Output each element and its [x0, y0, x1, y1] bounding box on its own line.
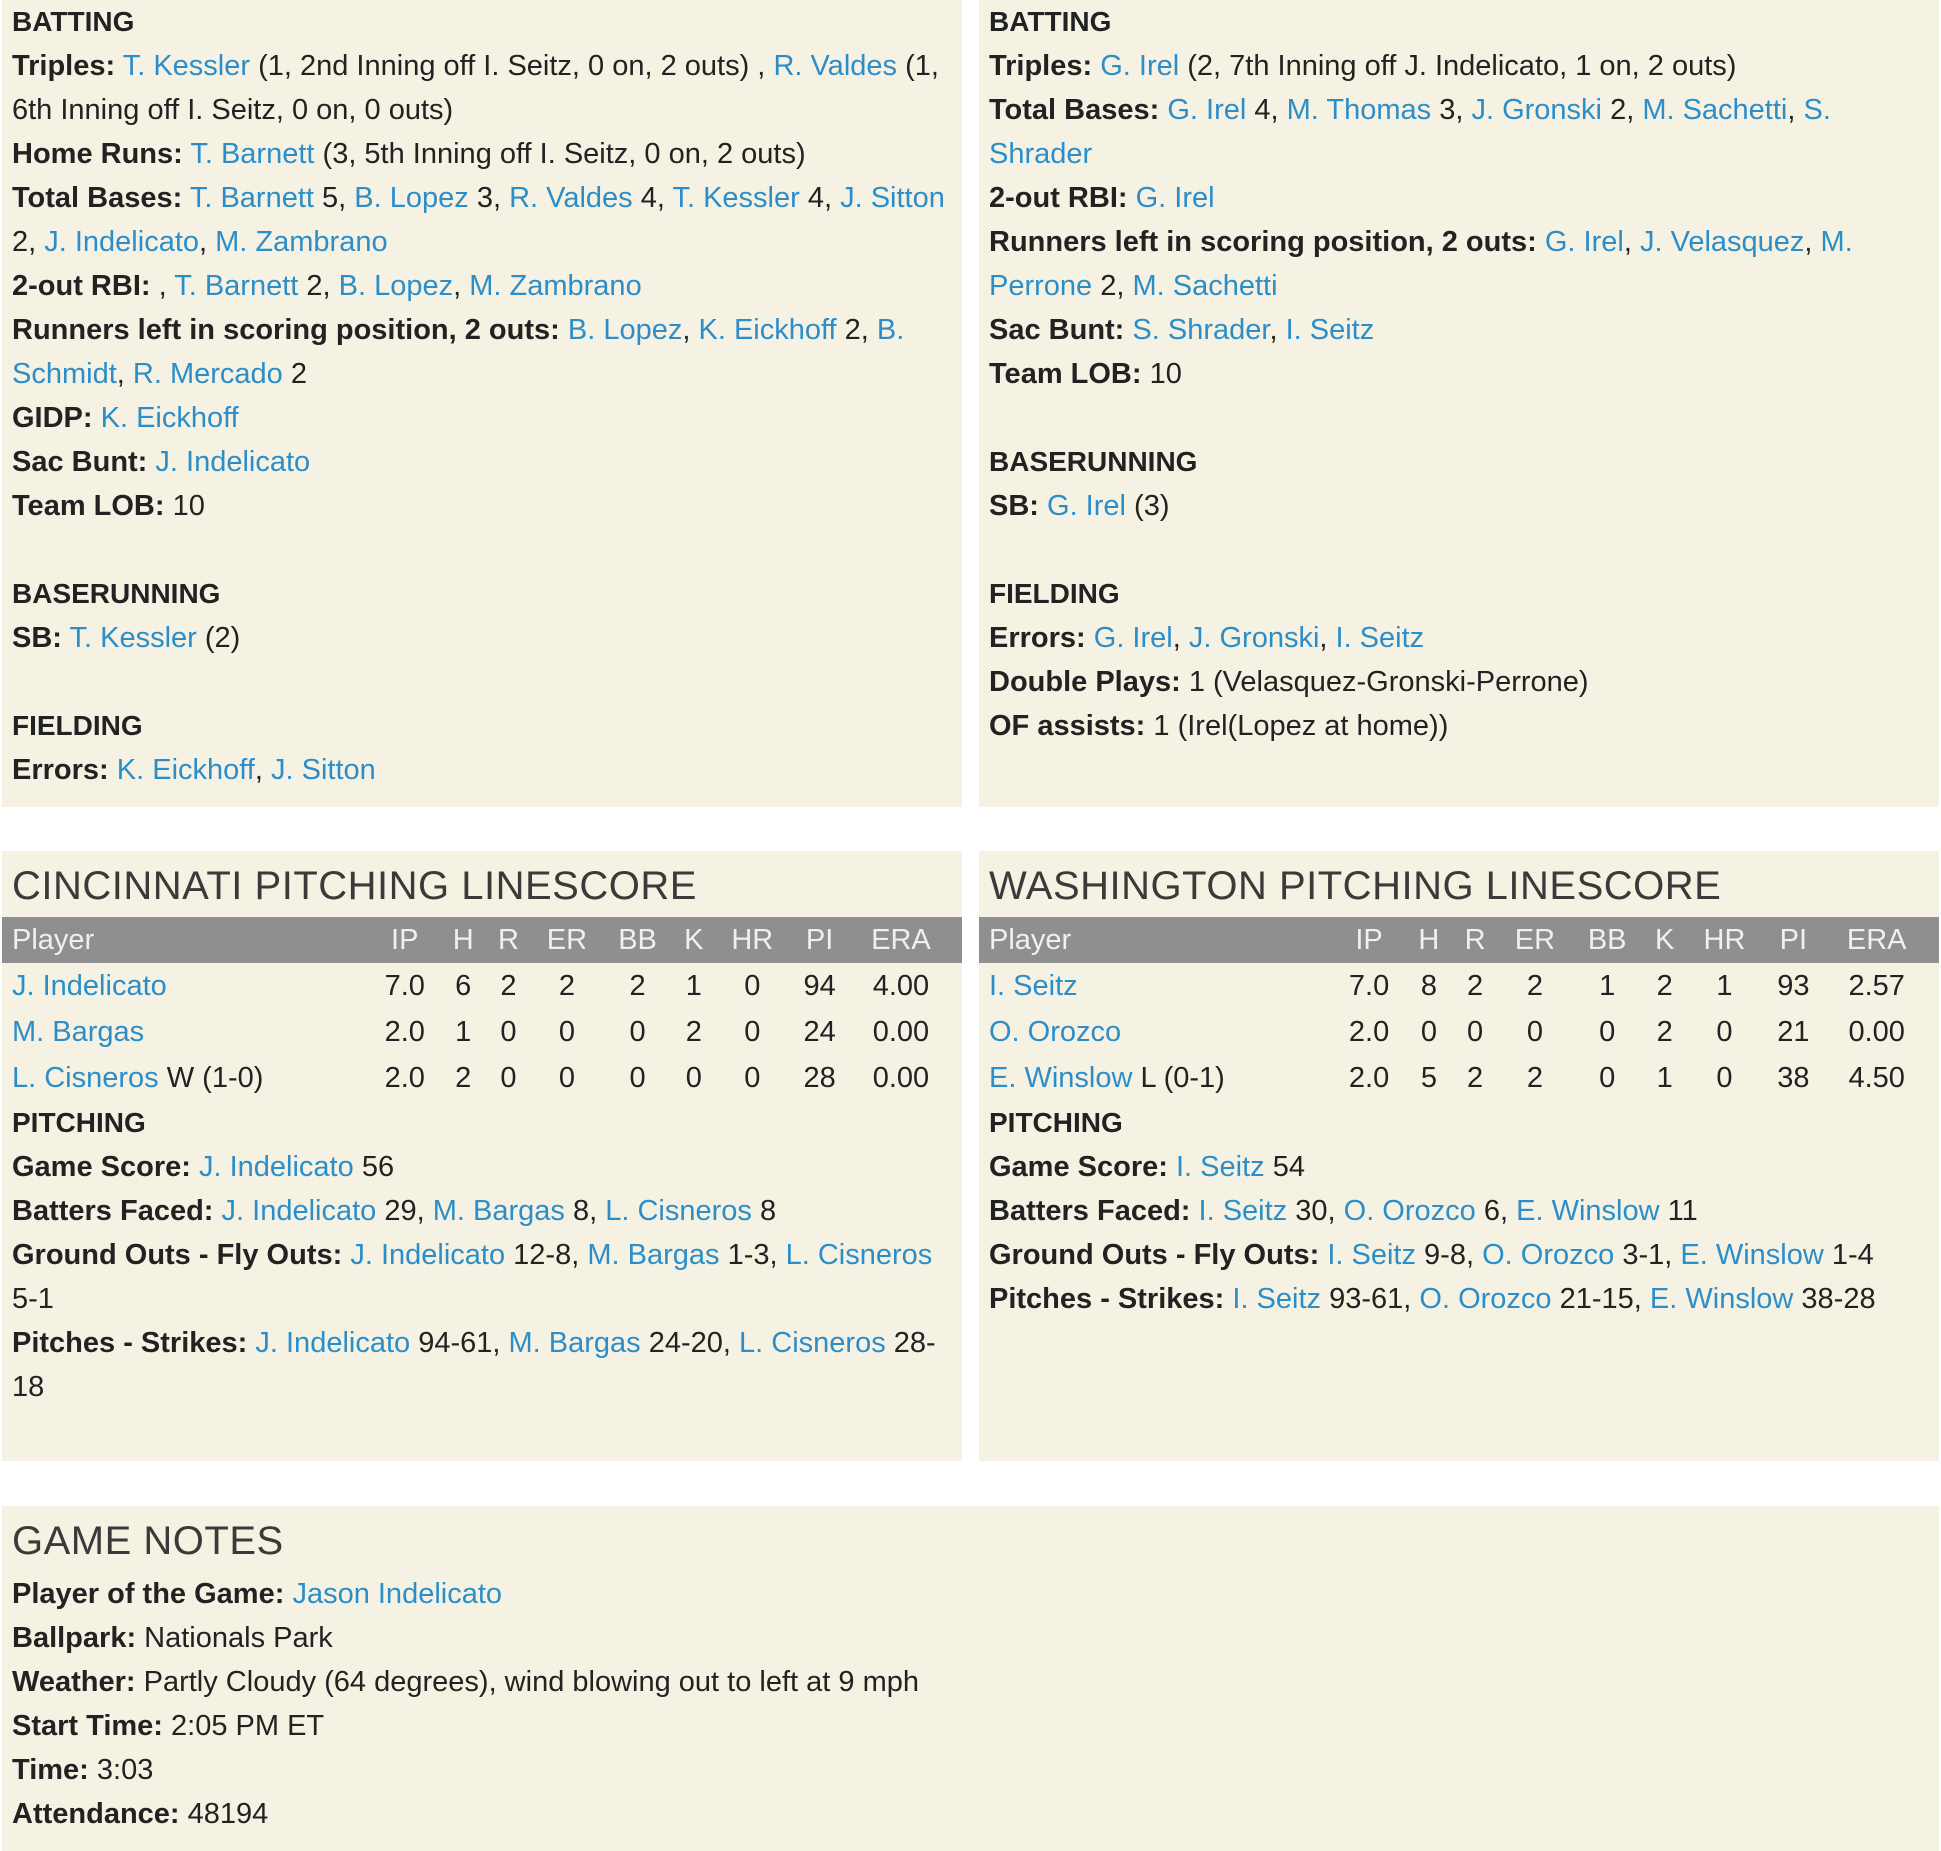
table-row: I. Seitz 7.0 8 2 2 1 2 1 93 2.57 — [989, 969, 1905, 1002]
two-out-rbi-line: 2-out RBI: , T. Barnett 2, B. Lopez, M. Zambrano — [12, 270, 642, 302]
player-link[interactable]: L. Cisneros — [12, 1061, 159, 1094]
section-title: WASHINGTON PITCHING LINESCORE — [989, 864, 1722, 908]
player-link[interactable]: M. Bargas — [12, 1015, 145, 1048]
column-header[interactable]: PI — [1762, 917, 1824, 963]
stolen-bases-line: SB: T. Kessler (2) — [12, 622, 241, 654]
player-link[interactable]: S. Shrader — [1132, 314, 1270, 346]
risp-line: Runners left in scoring position, 2 outs: G. Irel, J. Velasquez, M. Perrone 2, M. Sachetti — [989, 226, 1853, 302]
pitching-heading: PITCHING — [12, 1107, 146, 1138]
column-header[interactable]: Player — [2, 917, 369, 963]
fielding-heading: FIELDING — [989, 578, 1120, 609]
team-lob-line: Team LOB: 10 — [12, 490, 205, 522]
player-link[interactable]: E. Winslow — [1649, 1283, 1794, 1315]
washington-pitching-panel — [979, 851, 1939, 1461]
column-header[interactable]: PI — [789, 917, 850, 963]
table-header-row — [2, 917, 962, 963]
player-link[interactable]: G. Irel — [1167, 94, 1247, 126]
player-link[interactable]: M. Bargas — [587, 1239, 720, 1271]
batting-heading: BATTING — [989, 6, 1112, 37]
player-link[interactable]: M. Zambrano — [469, 270, 642, 302]
player-link[interactable]: T. Kessler — [69, 622, 197, 654]
pitches-strikes-line: Pitches - Strikes: J. Indelicato 94-61, M. Bargas 24-20, L. Cisneros 28-18 — [12, 1327, 936, 1403]
ground-fly-outs-line: Ground Outs - Fly Outs: I. Seitz 9-8, O. Orozco 3-1, E. Winslow 1-4 — [989, 1239, 1874, 1271]
player-link[interactable]: G. Irel — [1544, 226, 1624, 258]
of-assists-line: OF assists: 1 (Irel(Lopez at home)) — [989, 710, 1449, 742]
player-link[interactable]: M. Sachetti — [1642, 94, 1788, 126]
player-link[interactable]: M. Thomas — [1286, 94, 1432, 126]
player-link[interactable]: R. Valdes — [773, 50, 898, 82]
pitching-table — [979, 917, 1939, 1101]
fielding-heading: FIELDING — [12, 710, 143, 741]
column-header[interactable]: H — [441, 917, 486, 963]
table-row: L. Cisneros W (1-0) 2.0 2 0 0 0 0 0 28 0.00 — [12, 1061, 930, 1094]
game-score-line: Game Score: I. Seitz 54 — [989, 1151, 1305, 1183]
baserunning-heading: BASERUNNING — [989, 446, 1198, 477]
player-link[interactable]: J. Indelicato — [221, 1195, 377, 1227]
player-link[interactable]: B. Lopez — [338, 270, 454, 302]
player-link[interactable]: I. Seitz — [1232, 1283, 1322, 1315]
player-link[interactable]: J. Gronski — [1188, 622, 1320, 654]
player-link[interactable]: J. Indelicato — [198, 1151, 354, 1183]
pitches-strikes-line: Pitches - Strikes: I. Seitz 93-61, O. Orozco 21-15, E. Winslow 38-28 — [989, 1283, 1876, 1315]
player-link[interactable]: M. Sachetti — [1132, 270, 1278, 302]
player-link[interactable]: I. Seitz — [1198, 1195, 1288, 1227]
player-link[interactable]: Jason Indelicato — [292, 1578, 503, 1610]
gidp-line: GIDP: K. Eickhoff — [12, 402, 239, 434]
column-header[interactable]: Player — [979, 917, 1332, 963]
column-header[interactable]: K — [672, 917, 715, 963]
column-header[interactable]: IP — [1332, 917, 1405, 963]
player-link[interactable]: T. Kessler — [122, 50, 251, 82]
triples-line: Triples: T. Kessler (1, 2nd Inning off I. Seitz, 0 on, 2 outs) , R. Valdes (1, 6th Inning off I. Seitz, 0 on, 0 outs) — [12, 50, 939, 126]
player-link[interactable]: O. Orozco — [1343, 1195, 1476, 1227]
player-link[interactable]: M. Perrone — [989, 226, 1853, 302]
stolen-bases-line: SB: G. Irel (3) — [989, 490, 1170, 522]
section-title: GAME NOTES — [12, 1519, 284, 1563]
player-of-game-line: Player of the Game: Jason Indelicato — [12, 1578, 503, 1610]
column-header[interactable]: ERA — [850, 917, 962, 963]
batters-faced-line: Batters Faced: J. Indelicato 29, M. Bargas 8, L. Cisneros 8 — [12, 1195, 777, 1227]
column-header[interactable]: R — [486, 917, 531, 963]
player-link[interactable]: B. Lopez — [567, 314, 683, 346]
pitching-heading: PITCHING — [989, 1107, 1123, 1138]
washington-box-panel — [979, 0, 1939, 807]
two-out-rbi-line: 2-out RBI: G. Irel — [989, 182, 1215, 214]
batting-heading: BATTING — [12, 6, 135, 37]
column-header[interactable]: HR — [715, 917, 789, 963]
column-header[interactable]: ERA — [1824, 917, 1939, 963]
player-link[interactable]: J. Indelicato — [255, 1327, 411, 1359]
player-link[interactable]: G. Irel — [1135, 182, 1215, 214]
game-score-line: Game Score: J. Indelicato 56 — [12, 1151, 395, 1183]
player-link[interactable]: B. Lopez — [354, 182, 469, 214]
player-link[interactable]: E. Winslow — [1680, 1239, 1824, 1271]
table-row: J. Indelicato 7.0 6 2 2 2 1 0 94 4.00 — [12, 969, 930, 1002]
player-link[interactable]: L. Cisneros — [785, 1239, 933, 1271]
start-time-line: Start Time: 2:05 PM ET — [12, 1710, 325, 1742]
player-link[interactable]: J. Velasquez — [1639, 226, 1805, 258]
column-header[interactable]: ER — [1498, 917, 1571, 963]
player-link[interactable]: B. Schmidt — [12, 314, 905, 390]
errors-line: Errors: G. Irel, J. Gronski, I. Seitz — [989, 622, 1425, 654]
player-link[interactable]: M. Bargas — [432, 1195, 565, 1227]
section-title: CINCINNATI PITCHING LINESCORE — [12, 864, 697, 908]
player-link[interactable]: J. Indelicato — [44, 226, 200, 258]
risp-line: Runners left in scoring position, 2 outs: B. Lopez, K. Eickhoff 2, B. Schmidt, R. Mercado 2 — [12, 314, 905, 390]
player-link[interactable]: J. Indelicato — [12, 969, 167, 1002]
player-link[interactable]: T. Barnett — [190, 138, 315, 170]
player-link[interactable]: J. Indelicato — [350, 1239, 506, 1271]
player-link[interactable]: K. Eickhoff — [116, 754, 255, 786]
player-link[interactable]: J. Sitton — [840, 182, 945, 214]
player-link[interactable]: G. Irel — [1047, 490, 1126, 522]
triples-line: Triples: G. Irel (2, 7th Inning off J. Indelicato, 1 on, 2 outs) — [989, 50, 1737, 82]
player-link[interactable]: G. Irel — [1093, 622, 1173, 654]
player-link[interactable]: O. Orozco — [989, 1015, 1122, 1048]
player-link[interactable]: I. Seitz — [1335, 622, 1425, 654]
errors-line: Errors: K. Eickhoff, J. Sitton — [12, 754, 376, 786]
player-link[interactable]: E. Winslow — [989, 1061, 1133, 1094]
total-bases-line: Total Bases: G. Irel 4, M. Thomas 3, J. Gronski 2, M. Sachetti, S. Shrader — [989, 94, 1831, 170]
player-link[interactable]: E. Winslow — [1516, 1195, 1660, 1227]
home-runs-line: Home Runs: T. Barnett (3, 5th Inning off I. Seitz, 0 on, 2 outs) — [12, 138, 806, 170]
total-bases-line: Total Bases: T. Barnett 5, B. Lopez 3, R. Valdes 4, T. Kessler 4, J. Sitton 2, J. Indelicato, M. Zambrano — [12, 182, 945, 258]
table-row: M. Bargas 2.0 1 0 0 0 2 0 24 0.00 — [12, 1015, 930, 1048]
player-link[interactable]: L. Cisneros — [605, 1195, 752, 1227]
player-link[interactable]: K. Eickhoff — [698, 314, 837, 346]
team-lob-line: Team LOB: 10 — [989, 358, 1182, 390]
player-link[interactable]: I. Seitz — [1175, 1151, 1265, 1183]
table-header-row — [979, 917, 1939, 963]
player-link[interactable]: M. Zambrano — [215, 226, 388, 258]
player-link[interactable]: K. Eickhoff — [100, 402, 239, 434]
game-time-line: Time: 3:03 — [12, 1754, 154, 1786]
pitching-table — [2, 917, 962, 1101]
table-row: O. Orozco 2.0 0 0 0 0 2 0 21 0.00 — [989, 1015, 1905, 1048]
column-header[interactable]: K — [1643, 917, 1687, 963]
ballpark-line: Ballpark: Nationals Park — [12, 1622, 333, 1654]
player-link[interactable]: G. Irel — [1100, 50, 1180, 82]
player-link[interactable]: S. Shrader — [989, 94, 1831, 170]
table-row: E. Winslow L (0-1) 2.0 5 2 2 0 1 0 38 4.50 — [989, 1061, 1905, 1094]
game-notes-panel — [2, 1506, 1939, 1851]
player-link[interactable]: M. Bargas — [508, 1327, 641, 1359]
batters-faced-line: Batters Faced: I. Seitz 30, O. Orozco 6, E. Winslow 11 — [989, 1195, 1698, 1227]
cincinnati-pitching-panel — [2, 851, 962, 1461]
weather-line: Weather: Partly Cloudy (64 degrees), wind blowing out to left at 9 mph — [12, 1666, 919, 1698]
column-header[interactable]: IP — [369, 917, 441, 963]
player-link[interactable]: O. Orozco — [1419, 1283, 1552, 1315]
column-header[interactable]: HR — [1687, 917, 1763, 963]
column-header[interactable]: BB — [603, 917, 673, 963]
column-header[interactable]: BB — [1572, 917, 1643, 963]
column-header[interactable]: ER — [531, 917, 603, 963]
column-header[interactable]: R — [1452, 917, 1498, 963]
player-link[interactable]: I. Seitz — [1285, 314, 1375, 346]
sac-bunt-line: Sac Bunt: S. Shrader, I. Seitz — [989, 314, 1375, 346]
player-link[interactable]: T. Barnett — [189, 182, 314, 214]
player-link[interactable]: L. Cisneros — [739, 1327, 886, 1359]
player-link[interactable]: T. Kessler — [672, 182, 800, 214]
attendance-line: Attendance: 48194 — [12, 1798, 269, 1830]
player-link[interactable]: I. Seitz — [1327, 1239, 1416, 1271]
column-header[interactable]: H — [1406, 917, 1452, 963]
sac-bunt-line: Sac Bunt: J. Indelicato — [12, 446, 311, 478]
player-link[interactable]: J. Gronski — [1471, 94, 1602, 126]
cincinnati-box-panel — [2, 0, 962, 807]
player-link[interactable]: I. Seitz — [989, 969, 1078, 1002]
baserunning-heading: BASERUNNING — [12, 578, 221, 609]
player-link[interactable]: R. Valdes — [509, 182, 633, 214]
player-link[interactable]: R. Mercado — [132, 358, 283, 390]
ground-fly-outs-line: Ground Outs - Fly Outs: J. Indelicato 12-8, M. Bargas 1-3, L. Cisneros 5-1 — [12, 1239, 933, 1315]
player-link[interactable]: O. Orozco — [1482, 1239, 1615, 1271]
player-link[interactable]: J. Indelicato — [155, 446, 311, 478]
player-link[interactable]: T. Barnett — [174, 270, 299, 302]
player-link[interactable]: J. Sitton — [270, 754, 376, 786]
double-plays-line: Double Plays: 1 (Velasquez-Gronski-Perrone) — [989, 666, 1589, 698]
